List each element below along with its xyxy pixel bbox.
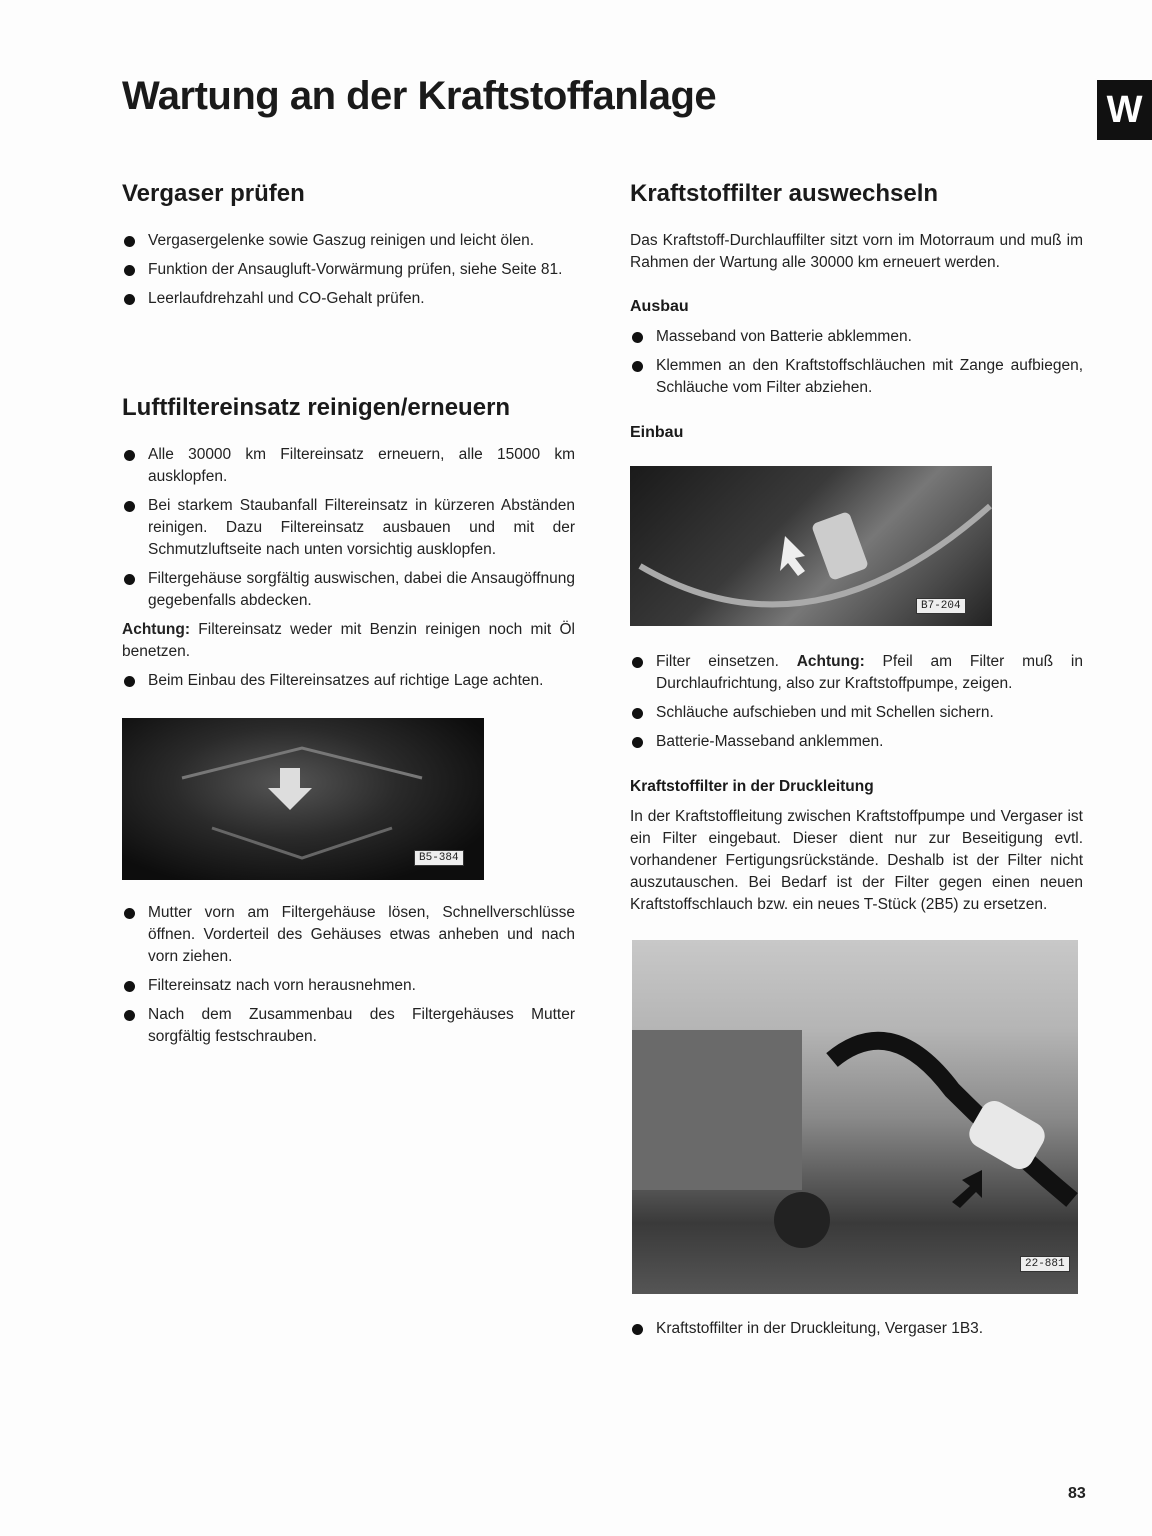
list-item [122,495,575,561]
list-item [122,902,575,968]
druckleitung-text: In der Kraftstoffleitung zwischen Kraftstoffpumpe und Vergaser ist ein Filter eingebaut. Dieser dient nur zur Beseitigung evtl. vorhandener Fertigungsrückstände. Deshalb ist der Filter nicht auszutauschen. Bei Bedarf ist der Filter gegen einen neuen Kraftstoffschlauch bzw. ein neues T-Stück (2B5) zu ersetzen. [630,808,1083,913]
bullet-icon [632,737,643,748]
item-text: Vergasergelenke sowie Gaszug reinigen und leicht ölen. [148,232,535,249]
bullet-icon [124,265,135,276]
bullet-icon [124,236,135,247]
heading-luftfilter: Luftfiltereinsatz reinigen/erneuern [122,394,511,421]
heading-druckleitung: Kraftstoffilter in der Druckleitung [630,778,874,795]
list-item [122,259,575,281]
note-label: Achtung: [122,621,191,638]
photo-label: 22-881 [1020,1256,1070,1272]
item-text: Filter einsetzen. [656,653,797,670]
heading-einbau: Einbau [630,424,684,441]
heading-vergaser: Vergaser prüfen [122,180,305,207]
item-text: Mutter vorn am Filtergehäuse lösen, Schnellverschlüsse öffnen. Vorderteil des Gehäuses etwas anheben und nach vorn ziehen. [148,904,575,965]
item-text: Pfeil am Filter muß in Durchlaufrichtung, also zur Kraftstoffpumpe, zeigen. [656,653,1083,692]
list-item [122,444,575,488]
bullet-icon [124,501,135,512]
right-intro-block [630,230,1083,274]
photo-label: B5-384 [414,850,464,866]
item-bold: Achtung: [796,653,865,670]
item-text: Funktion der Ansaugluft-Vorwärmung prüfen, siehe Seite 81. [148,261,563,278]
section-tab: W [1097,80,1152,140]
list-item [630,1318,1083,1340]
photo-label: B7-204 [916,598,966,614]
item-text: Masseband von Batterie abklemmen. [656,328,912,345]
list-item [630,355,1083,399]
bullet-icon [124,1010,135,1021]
bullet-icon [632,708,643,719]
fuel-filter-photo [630,466,992,626]
heading-ausbau: Ausbau [630,298,689,315]
item-text: Leerlaufdrehzahl und CO-Gehalt prüfen. [148,290,425,307]
page-number: 83 [1068,1485,1086,1502]
carburetor-photo [632,940,1078,1294]
item-text: Nach dem Zusammenbau des Filtergehäuses Mutter sorgfältig festschrauben. [148,1006,575,1045]
luftfilter-list [122,444,575,699]
list-item [122,1004,575,1048]
warning-note [122,619,575,663]
druckleitung-block [630,806,1083,916]
luftfilter-list-2 [122,902,575,1055]
item-text: Batterie-Masseband anklemmen. [656,733,884,750]
intro-text: Das Kraftstoff-Durchlauffilter sitzt vorn im Motorraum und muß im Rahmen der Wartung alle 30000 km erneuert werden. [630,232,1083,271]
list-item [122,568,575,612]
bullet-icon [124,908,135,919]
caption-list [630,1318,1083,1347]
page-title: Wartung an der Kraftstoffanlage [122,74,717,118]
heading-kraftstoffilter: Kraftstoffilter auswechseln [630,180,939,207]
bullet-icon [124,981,135,992]
bullet-icon [124,450,135,461]
photo-caption: Kraftstoffilter in der Druckleitung, Vergaser 1B3. [656,1320,984,1337]
list-item [122,230,575,252]
note-text: Filtereinsatz weder mit Benzin reinigen noch mit Öl benetzen. [122,621,575,660]
item-text: Filtergehäuse sorgfältig auswischen, dabei die Ansaugöffnung gegebenfalls abdecken. [148,570,575,609]
list-item [630,651,1083,695]
bullet-icon [124,574,135,585]
bullet-icon [632,332,643,343]
list-item [122,975,575,997]
item-text: Alle 30000 km Filtereinsatz erneuern, alle 15000 km ausklopfen. [148,446,575,485]
list-item [630,702,1083,724]
carburetor-arrow-icon [632,940,1078,1294]
list-item [630,326,1083,348]
bullet-icon [632,657,643,668]
list-item [630,731,1083,753]
item-text: Filtereinsatz nach vorn herausnehmen. [148,977,416,994]
item-text: Beim Einbau des Filtereinsatzes auf richtige Lage achten. [148,672,544,689]
bullet-icon [632,1324,643,1335]
einbau-list [630,651,1083,760]
item-text: Schläuche aufschieben und mit Schellen sichern. [656,704,994,721]
vergaser-list [122,230,575,317]
ausbau-list [630,326,1083,406]
list-item [122,670,575,692]
list-item [122,288,575,310]
bullet-icon [124,676,135,687]
item-text: Klemmen an den Kraftstoffschläuchen mit Zange aufbiegen, Schläuche vom Filter abziehen. [656,357,1083,396]
bullet-icon [632,361,643,372]
bullet-icon [124,294,135,305]
item-text: Bei starkem Staubanfall Filtereinsatz in kürzeren Abständen reinigen. Dazu Filtereinsatz ausbauen und mit der Schmutzluftseite nach unten vorsichtig ausklopfen. [148,497,575,558]
air-filter-photo [122,718,484,880]
